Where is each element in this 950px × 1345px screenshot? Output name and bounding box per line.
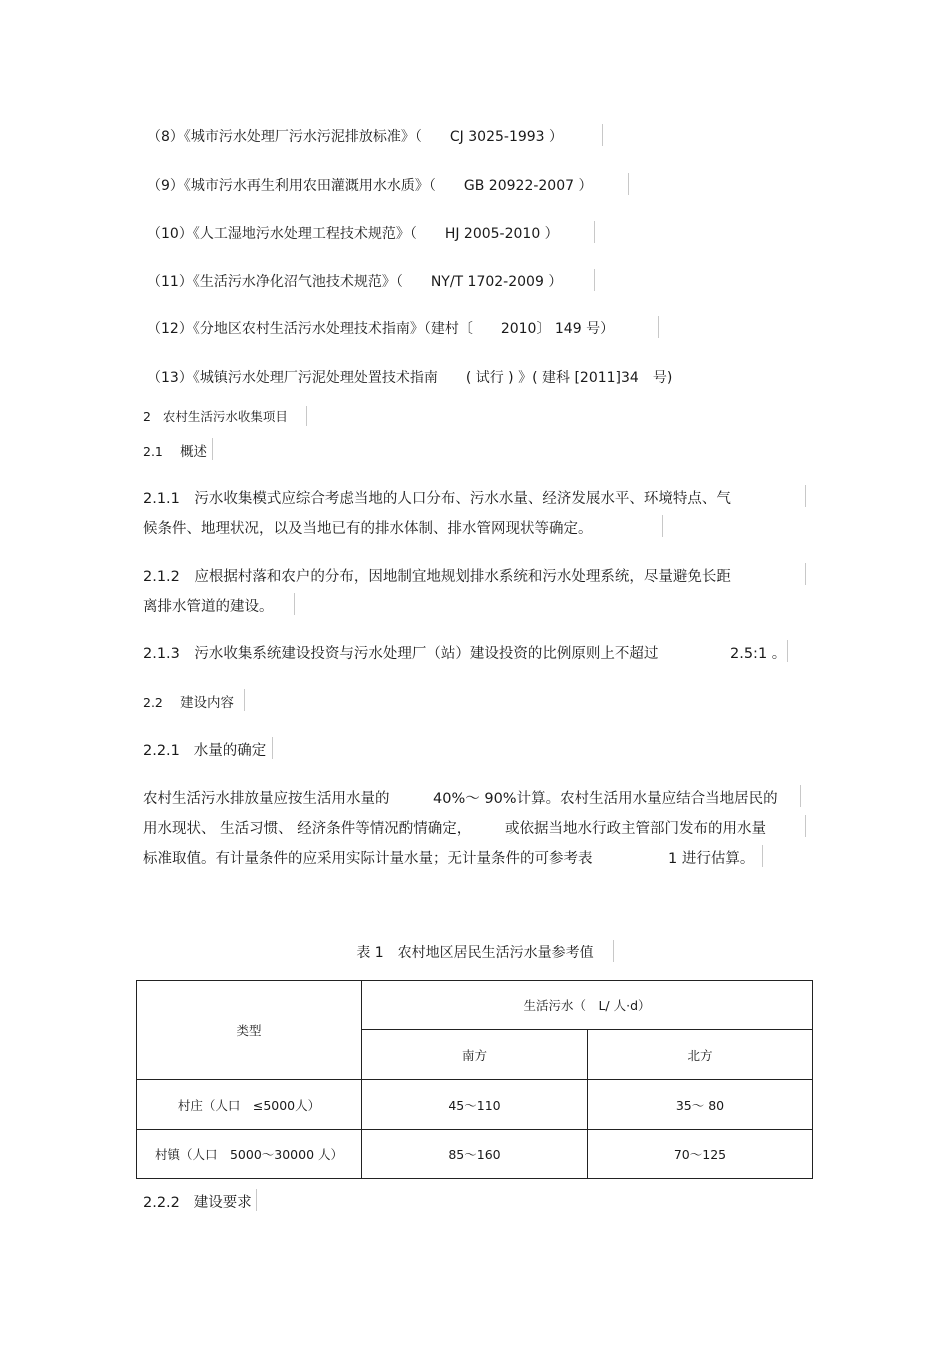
row-north: 70～125 [588, 1130, 813, 1179]
line-marker [306, 406, 307, 426]
header-south: 南方 [362, 1030, 588, 1080]
reference-item-10: （10）《人工湿地污水处理工程技术规范》（ HJ 2005-2010 ） [147, 226, 559, 242]
header-type: 类型 [137, 981, 362, 1080]
section-number: 2.1 [143, 444, 163, 459]
section-title: 建设内容 [180, 695, 235, 711]
table-row [137, 1130, 813, 1179]
line-marker [805, 485, 806, 507]
investment-ratio: 2.5:1 。 [730, 646, 787, 662]
line-marker [662, 515, 663, 537]
section-title: 建设要求 [193, 1195, 252, 1211]
paragraph-2-1-1-line2: 候条件、地理状况，以及当地已有的排水体制、排水管网现状等确定。 [143, 521, 593, 537]
line-marker [594, 269, 595, 291]
reference-item-8: （8）《城市污水处理厂污水污泥排放标准》（ CJ 3025-1993 ） [147, 129, 564, 145]
reference-item-11: （11）《生活污水净化沼气池技术规范》（ NY/T 1702-2009 ） [147, 274, 563, 290]
section-2-heading [143, 407, 288, 425]
table-caption: 表 1 农村地区居民生活污水量参考值 [356, 945, 594, 961]
table-row [137, 1080, 813, 1130]
section-title: 农村生活污水收集项目 [162, 409, 288, 424]
line-marker [294, 593, 295, 615]
section-2-2-2-heading [143, 1191, 252, 1212]
line-marker [256, 1189, 257, 1211]
section-number: 2.2.2 [143, 1195, 180, 1211]
section-title: 概述 [180, 444, 208, 460]
reference-item-9: （9）《城市污水再生利用农田灌溉用水水质》（ GB 20922-2007 ） [147, 178, 593, 194]
line-marker [613, 940, 614, 962]
paragraph-2-2-1-line1b: 40%～ 90%计算。农村生活用水量应结合当地居民的 [433, 791, 778, 807]
paragraph-2-1-1-line1: 2.1.1 污水收集模式应综合考虑当地的人口分布、污水水量、经济发展水平、环境特点、气 [143, 491, 731, 507]
reference-item-13: （13）《城镇污水处理厂污泥处理处置技术指南 ( 试行 ) 》( 建科 [2011]34 号) [147, 370, 673, 386]
line-marker [658, 316, 659, 338]
line-marker [805, 815, 806, 837]
row-north: 35～ 80 [588, 1080, 813, 1130]
line-marker [244, 689, 245, 711]
line-marker [762, 845, 763, 867]
section-number: 2.2 [143, 695, 163, 710]
sewage-volume-table [136, 980, 813, 1179]
paragraph-2-2-1-line1a: 农村生活污水排放量应按生活用水量的 [143, 791, 390, 807]
header-sewage-volume: 生活污水（ L/ 人·d） [362, 981, 813, 1030]
paragraph-2-2-1-line2b: 或依据当地水行政主管部门发布的用水量 [505, 821, 766, 837]
row-type: 村庄（人口 ≤5000人） [137, 1080, 362, 1130]
paragraph-2-2-1-line2a: 用水现状、 生活习惯、 经济条件等情况酌情确定， [143, 821, 472, 837]
line-marker [594, 221, 595, 243]
paragraph-2-2-1-line3a: 标准取值。有计量条件的应采用实际计量水量；无计量条件的可参考表 [143, 851, 593, 867]
row-type: 村镇（人口 5000～30000 人） [137, 1130, 362, 1179]
section-number: 2.2.1 [143, 743, 180, 759]
line-marker [628, 173, 629, 195]
reference-item-12: （12）《分地区农村生活污水处理技术指南》（建村〔 2010〕 149 号） [147, 321, 615, 337]
line-marker [272, 737, 273, 759]
paragraph-2-1-2-line2: 离排水管道的建设。 [143, 599, 274, 615]
line-marker [602, 124, 603, 146]
line-marker [800, 785, 801, 807]
paragraph-2-1-2-line1: 2.1.2 应根据村落和农户的分布，因地制宜地规划排水系统和污水处理系统，尽量避免长距 [143, 569, 731, 585]
line-marker [787, 640, 788, 662]
section-2-2-1-heading [143, 739, 266, 760]
paragraph-2-1-3: 2.1.3 污水收集系统建设投资与污水处理厂（站）建设投资的比例原则上不超过 [143, 646, 659, 662]
line-marker [212, 438, 213, 460]
row-south: 45～110 [362, 1080, 588, 1130]
row-south: 85～160 [362, 1130, 588, 1179]
section-number: 2 [143, 409, 151, 424]
section-2-2-heading [143, 691, 234, 711]
section-title: 水量的确定 [193, 743, 267, 759]
header-north: 北方 [588, 1030, 813, 1080]
paragraph-2-2-1-line3b: 1 进行估算。 [668, 851, 755, 867]
line-marker [805, 563, 806, 585]
section-2-1-heading [143, 440, 207, 460]
